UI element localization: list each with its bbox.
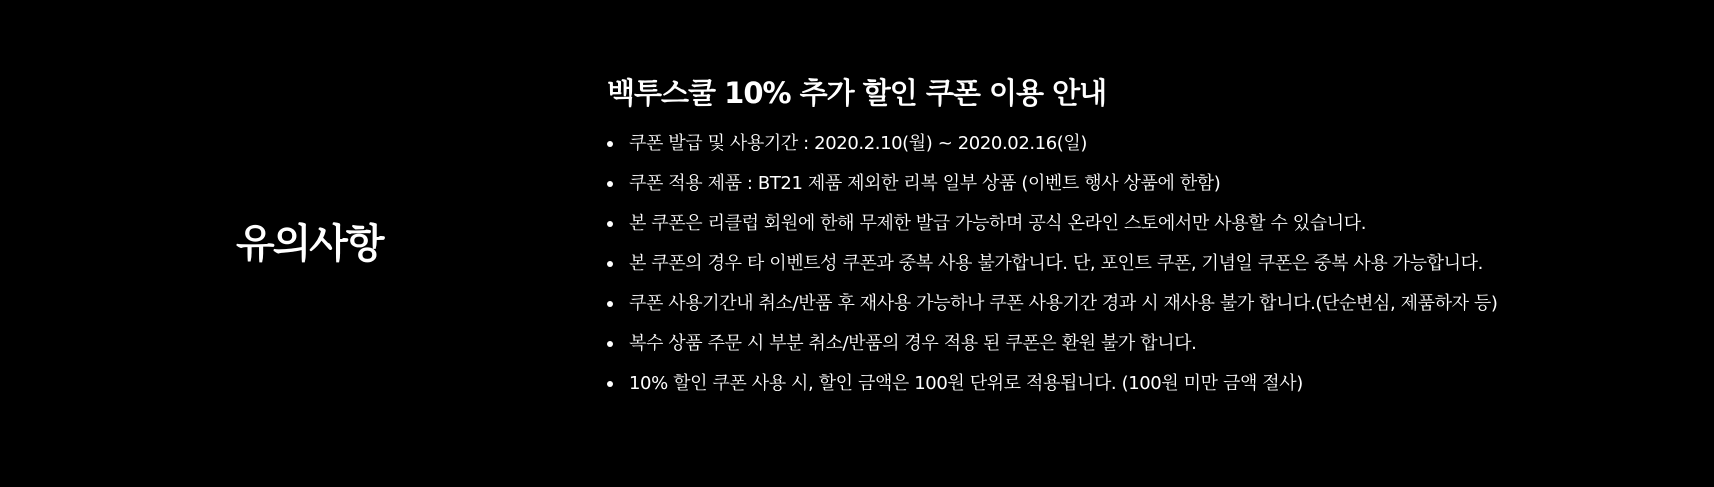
- coupon-rules-list: [607, 124, 1687, 404]
- rule-text: 10% 할인 쿠폰 사용 시, 할인 금액은 100원 단위로 적용됩니다. (100원 미만 금액 절사): [629, 373, 1303, 394]
- rule-item: [607, 284, 1687, 324]
- rule-item: [607, 164, 1687, 204]
- rule-item: [607, 364, 1687, 404]
- notice-heading: 유의사항: [236, 221, 383, 267]
- rule-text: 복수 상품 주문 시 부분 취소/반품의 경우 적용 된 쿠폰은 환원 불가 합니다.: [629, 333, 1197, 354]
- rule-text: 본 쿠폰의 경우 타 이벤트성 쿠폰과 중복 사용 불가합니다. 단, 포인트 쿠폰, 기념일 쿠폰은 중복 사용 가능합니다.: [629, 253, 1483, 274]
- rule-item: [607, 124, 1687, 164]
- rule-item: [607, 244, 1687, 284]
- rule-item: [607, 204, 1687, 244]
- coupon-info-section: [607, 72, 1687, 404]
- bullet-icon: [607, 221, 613, 227]
- bullet-icon: [607, 341, 613, 347]
- rule-text: 쿠폰 발급 및 사용기간 : 2020.2.10(월) ~ 2020.02.16(일): [629, 133, 1088, 154]
- bullet-icon: [607, 381, 613, 387]
- bullet-icon: [607, 261, 613, 267]
- bullet-icon: [607, 181, 613, 187]
- rule-text: 본 쿠폰은 리클럽 회원에 한해 무제한 발급 가능하며 공식 온라인 스토에서만 사용할 수 있습니다.: [629, 213, 1367, 234]
- bullet-icon: [607, 301, 613, 307]
- rule-text: 쿠폰 사용기간내 취소/반품 후 재사용 가능하나 쿠폰 사용기간 경과 시 재사용 불가 합니다.(단순변심, 제품하자 등): [629, 293, 1498, 314]
- rule-item: [607, 324, 1687, 364]
- bullet-icon: [607, 141, 613, 147]
- coupon-info-title: 백투스쿨 10% 추가 할인 쿠폰 이용 안내: [607, 76, 1107, 110]
- rule-text: 쿠폰 적용 제품 : BT21 제품 제외한 리복 일부 상품 (이벤트 행사 상품에 한함): [629, 173, 1221, 194]
